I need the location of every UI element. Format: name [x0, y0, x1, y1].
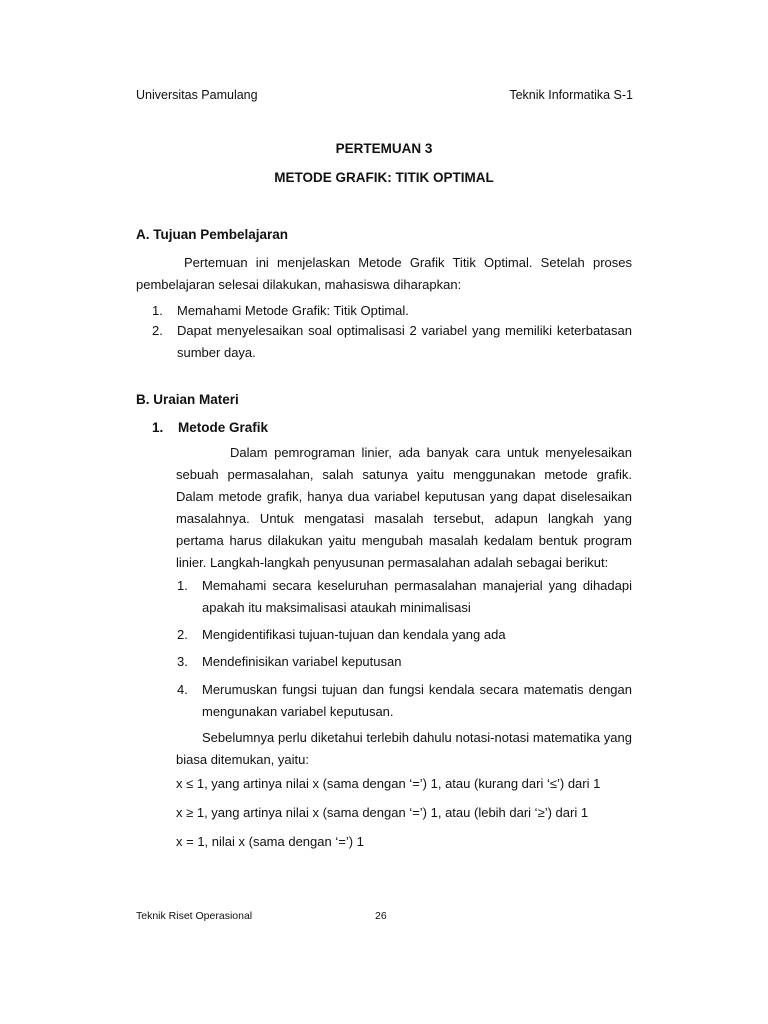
list-text: Merumuskan fungsi tujuan dan fungsi kendala secara matematis dengan mengunakan variabel keputusan.: [202, 682, 632, 719]
list-number: 2.: [177, 627, 188, 642]
page-title-line2: METODE GRAFIK: TITIK OPTIMAL: [274, 170, 494, 185]
section-a-heading: A. Tujuan Pembelajaran: [136, 227, 289, 242]
list-number: 4.: [177, 682, 188, 697]
step-item: [177, 679, 632, 723]
page-number: 26: [375, 910, 387, 922]
list-text: Memahami Metode Grafik: Titik Optimal.: [177, 303, 409, 318]
step-item: [177, 575, 632, 619]
section-b-heading: B. Uraian Materi: [136, 392, 239, 407]
metode-grafik-paragraph: Dalam pemrograman linier, ada banyak cara untuk menyelesaikan sebuah permasalahan, salah satunya yaitu menggunakan metode grafik. Dalam metode grafik, hanya dua variabel keputusan yang dapat diselesaikan masalahnya. Untuk mengatasi masalah tersebut, adapun langkah yang pertama harus dilakukan yaitu mengubah masalah kedalam bentuk program linier. Langkah-langkah penyusunan permasalahan adalah sebagai berikut:: [176, 445, 632, 570]
list-text: Memahami secara keseluruhan permasalahan manajerial yang dihadapi apakah itu maksimalisasi ataukah minimalisasi: [202, 578, 632, 615]
subsection-number: 1.: [152, 420, 164, 435]
list-text: Mendefinisikan variabel keputusan: [202, 654, 402, 669]
header-right: Teknik Informatika S-1: [509, 88, 633, 102]
step-item: [177, 651, 632, 673]
page-title-line1: PERTEMUAN 3: [335, 141, 433, 156]
list-number: 3.: [177, 654, 188, 669]
list-text: Mengidentifikasi tujuan-tujuan dan kendala yang ada: [202, 627, 506, 642]
footer-left: Teknik Riset Operasional: [136, 910, 253, 922]
list-text: Dapat menyelesaikan soal optimalisasi 2 variabel yang memiliki keterbatasan sumber daya.: [177, 323, 632, 360]
notation-line: x ≥ 1, yang artinya nilai x (sama dengan ‘=’) 1, atau (lebih dari ‘≥’) dari 1: [176, 805, 589, 820]
objective-item: [152, 320, 632, 364]
section-a-intro: Pertemuan ini menjelaskan Metode Grafik Titik Optimal. Setelah proses pembelajaran selesai dilakukan, mahasiswa diharapkan:: [136, 255, 632, 292]
subsection-heading: Metode Grafik: [178, 420, 269, 435]
list-number: 2.: [152, 323, 163, 338]
list-number: 1.: [152, 303, 163, 318]
step-item: [177, 624, 632, 646]
header-left: Universitas Pamulang: [136, 88, 258, 102]
list-number: 1.: [177, 578, 188, 593]
notation-line: x = 1, nilai x (sama dengan ‘=’) 1: [176, 834, 364, 849]
notation-intro-paragraph: Sebelumnya perlu diketahui terlebih dahulu notasi-notasi matematika yang biasa ditemukan, yaitu:: [176, 730, 632, 767]
notation-line: x ≤ 1, yang artinya nilai x (sama dengan ‘=’) 1, atau (kurang dari ‘≤’) dari 1: [176, 776, 601, 791]
objective-item: [152, 300, 632, 322]
